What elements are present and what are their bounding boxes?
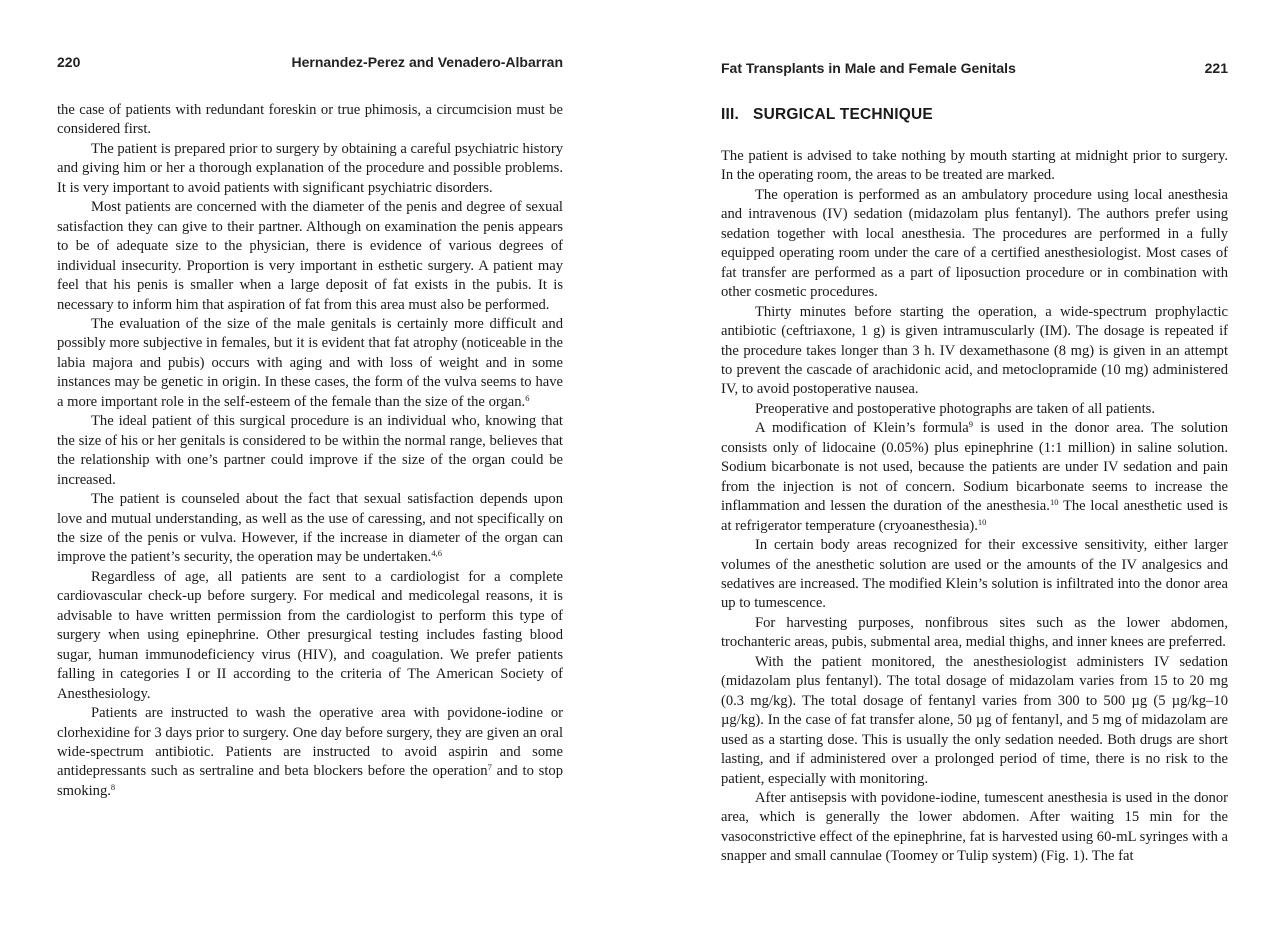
paragraph: The operation is performed as an ambulatory procedure using local anesthesia and intravenous (IV) sedation (midazolam plus fentanyl). The authors prefer using sedation together with local anesthesia. The procedures are performed in a fully equipped operating room under the care of a certified anesthesiologist. Most cases of fat transfer are performed as a part of liposuction procedure or in combination with other cosmetic procedures. bbox=[721, 186, 1228, 301]
paragraph: The evaluation of the size of the male genitals is certainly more difficult and possibly more subjective in females, but it is evident that fat atrophy (noticeable in the labia majora and pubis) occurs with aging and with loss of weight and in some instances may be genetic in origin. In these cases, the form of the vulva seems to have a more important role in the self-esteem of the female than the size of the organ.$^6$ bbox=[57, 315, 563, 410]
left-page-header bbox=[57, 54, 563, 70]
citation: 7 bbox=[487, 762, 492, 773]
paragraph: For harvesting purposes, nonfibrous sites such as the lower abdomen, trochanteric areas, pubis, submental area, medial thighs, and inner knees are preferred. bbox=[721, 614, 1228, 651]
paragraph: Thirty minutes before starting the operation, a wide-spectrum prophylactic antibiotic (ceftriaxone, 1 g) is given intramuscularly (IM). The dosage is repeated if the procedure takes longer than 3 h. IV dexamethasone (8 mg) is given in an attempt to prevent the cascade of arachidonic acid, and metoclopramide (10 mg) administered IV, to avoid postoperative nausea. bbox=[721, 303, 1228, 398]
left-running-head: Hernandez-Perez and Venadero-Albarran bbox=[291, 54, 563, 70]
citation: 10 bbox=[1049, 497, 1059, 508]
citation: 4,6 bbox=[431, 548, 442, 559]
section-number: III. bbox=[721, 106, 740, 123]
left-body-text bbox=[57, 101, 563, 801]
paragraph: Preoperative and postoperative photographs are taken of all patients. bbox=[755, 400, 1155, 417]
paragraph: The patient is advised to take nothing by mouth starting at midnight prior to surgery. In the operating room, the areas to be treated are marked. bbox=[721, 148, 1228, 184]
paragraph: With the patient monitored, the anesthesiologist administers IV sedation (midazolam plus fentanyl). The total dosage of midazolam varies from 15 to 20 mg (0.3 mg/kg). The total dosage of fentanyl varies from 300 to 500 µg (5 µg/kg–10 µg/kg). In the case of fat transfer alone, 50 µg of fentanyl, and 5 mg of midazolam are used as a starting dose. This is usually the only sedation needed. Both drugs are short lasting, and if administered over a prolonged period of time, there is no risk to the patient, especially with monitoring. bbox=[721, 653, 1228, 787]
left-page-number: 220 bbox=[57, 54, 81, 70]
paragraph: Regardless of age, all patients are sent to a cardiologist for a complete cardiovascular check-up before surgery. For medical and medicolegal reasons, it is advisable to have written permission from the cardiologist to perform this type of surgery when using epinephrine. Other presurgical testing includes fasting blood sugar, human immunodeficiency virus (HIV), and coagulation. We prefer patients falling in categories I or II according to the criteria of The American Society of Anesthesiology. bbox=[57, 568, 563, 702]
paragraph: The patient is prepared prior to surgery by obtaining a careful psychiatric history and giving him or her a thorough explanation of the procedure and possible problems. It is very important to avoid patients with significant psychiatric disorders. bbox=[57, 140, 563, 196]
right-body-text bbox=[721, 147, 1228, 867]
right-running-head: Fat Transplants in Male and Female Genitals bbox=[721, 60, 1016, 76]
citation: 9 bbox=[968, 419, 974, 430]
paragraph: The patient is counseled about the fact that sexual satisfaction depends upon love and mutual understanding, as well as the use of caressing, and not specifically on the size of the penis or vulva. However, if the increase in diameter of the organ can improve the patient’s security, the operation may be undertaken.$^{4,6}$ bbox=[57, 491, 563, 566]
paragraph: After antisepsis with povidone-iodine, tumescent anesthesia is used in the donor area, which is generally the lower abdomen. After waiting 15 min for the vasoconstrictive effect of the epinephrine, fat is harvested using 60-mL syringes with a snapper and small cannulae (Toomey or Tulip system) (Fig. 1). The fat bbox=[721, 789, 1228, 865]
section-heading bbox=[721, 106, 933, 124]
citation: 10 bbox=[977, 516, 987, 527]
citation: 8 bbox=[110, 781, 116, 792]
paragraph: In certain body areas recognized for their excessive sensitivity, either larger volumes of the anesthetic solution are used or the amounts of the IV analgesics and sedatives are increased. The modified Klein’s solution is infiltrated into the donor area up to tumescence. bbox=[721, 537, 1228, 612]
paragraph: Most patients are concerned with the diameter of the penis and degree of sexual satisfaction they can give to their partner. Although on examination the penis appears to be of adequate size to the physician, there is evidence of various degrees of individual insecurity. Proportion is very important in esthetic surgery. A patient may feel that his penis is smaller when a large deposit of fat exists in the pubis. It is necessary to inform him that aspiration of fat from this area must also be performed. bbox=[57, 199, 563, 313]
right-page-number: 221 bbox=[1204, 60, 1228, 76]
paragraph: The ideal patient of this surgical procedure is an individual who, knowing that the size of his or her genitals is considered to be within the normal range, believes that the relationship with one’s partner could improve if the size of the organ could be increased. bbox=[57, 413, 563, 488]
paragraph: Patients are instructed to wash the operative area with povidone-iodine or clorhexidine for 3 days prior to surgery. One day before surgery, they are given an oral wide-spectrum antibiotic. Patients are instructed to avoid aspirin and some antidepressants such as sertraline and beta blockers before the operation$^7$ and to stop smoking.$^8$ bbox=[57, 705, 563, 799]
right-page-header bbox=[721, 60, 1228, 76]
citation: 6 bbox=[525, 392, 530, 403]
paragraph: the case of patients with redundant foreskin or true phimosis, a circumcision must be considered first. bbox=[57, 102, 563, 138]
section-title: SURGICAL TECHNIQUE bbox=[753, 106, 933, 123]
paragraph: A modification of Klein’s formula$^9$ is used in the donor area. The solution consists only of lidocaine (0.05%) plus epinephrine (1:1 million) in saline solution. Sodium bicarbonate is not used, because the patients are under IV sedation and pain from the injection is not of concern. Sodium bicarbonate seems to increase the inflammation and lessen the duration of the anesthesia.$^{10}$ The local anesthetic used is at refrigerator temperature (cryoanesthesia).$^{10}$ bbox=[721, 419, 1228, 534]
